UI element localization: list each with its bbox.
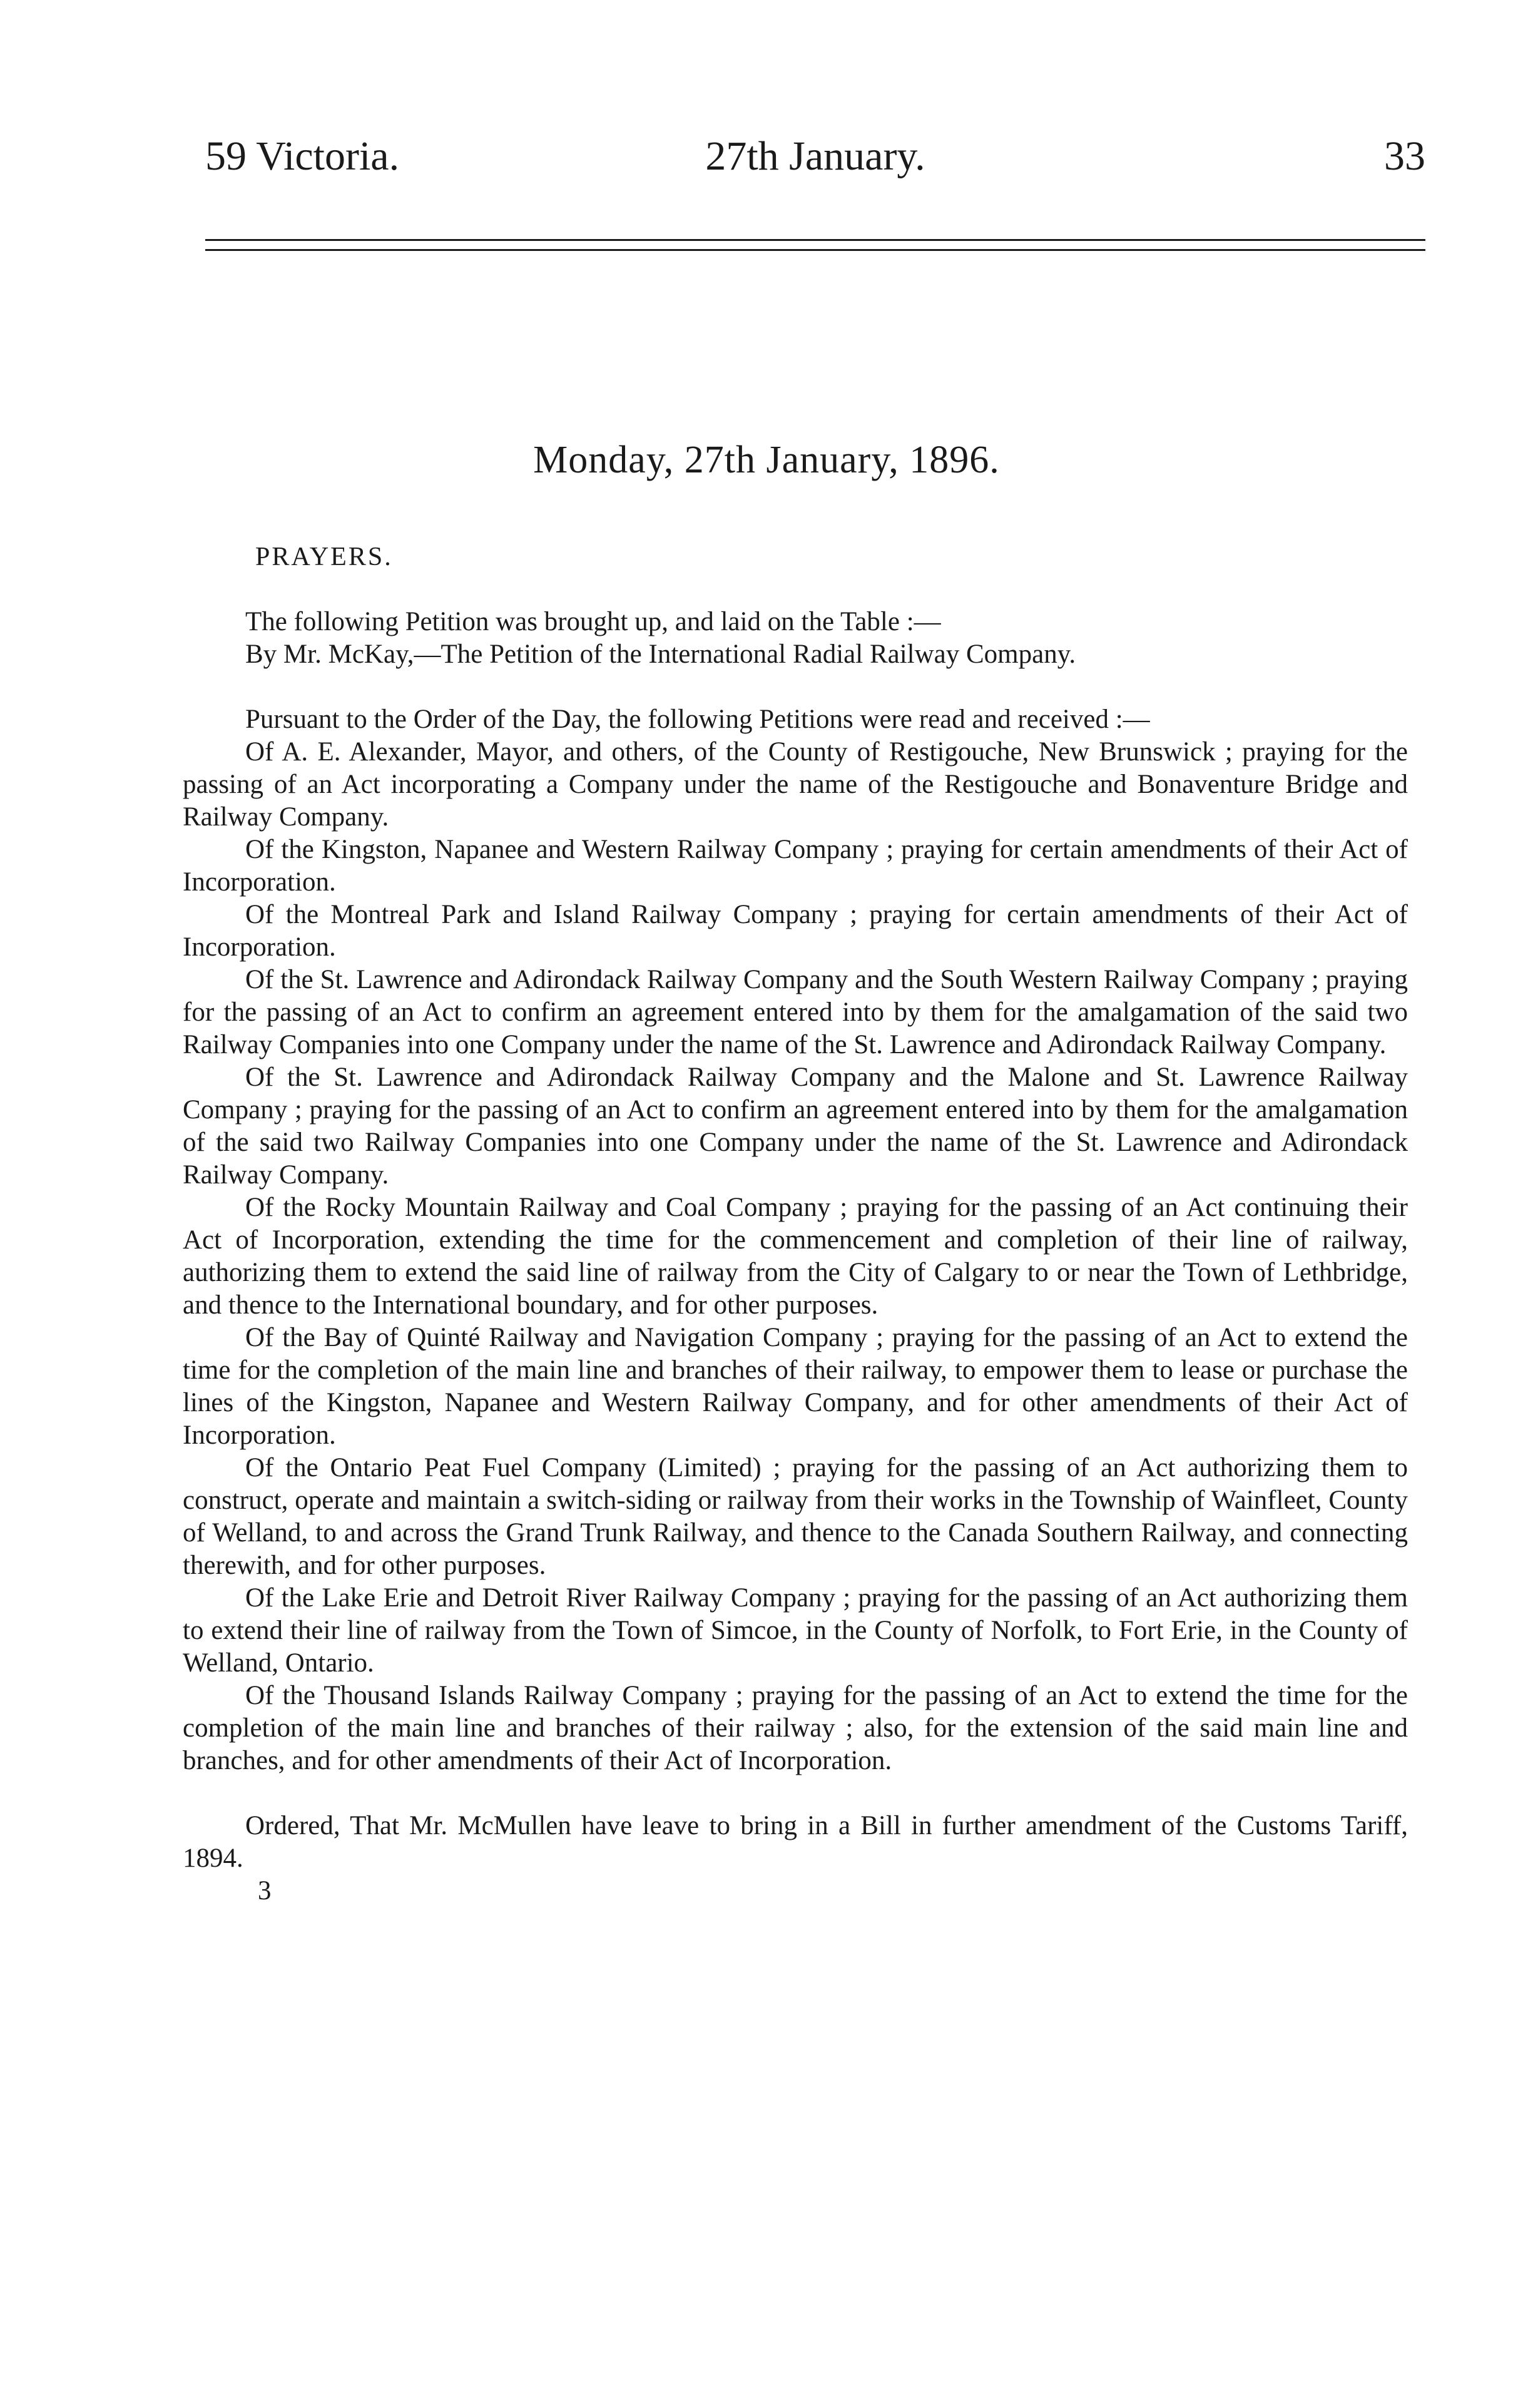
regnal-year: 59 Victoria. [205,133,400,179]
order-paragraph: Ordered, That Mr. McMullen have leave to bring in a Bill in further amendment of the Customs Tariff, 1894. [183,1811,1408,1873]
petition-item: Of the Ontario Peat Fuel Company (Limited) ; praying for the passing of an Act authorizing them to construct, operate and maintain a switch-siding or railway from their works in the Township of Wainfleet, County of Welland, to and across the Grand Trunk Railway, and thence to the Canada Southern Railway, and connecting therewith, and for other purposes. [183,1453,1408,1580]
petition-item: Of the Bay of Quinté Railway and Navigation Company ; praying for the passing of an Act to extend the time for the completion of the main line and branches of their railway, to empower them to lease or purchase the lines of the Kingston, Napanee and Western Railway Company, and for other amendments of their Act of Incorporation. [183,1323,1408,1450]
running-head [205,125,1425,188]
petition-item: Of the St. Lawrence and Adirondack Railway Company and the Malone and St. Lawrence Railway Company ; praying for the passing of an Act to confirm an agreement entered into by them for the amalgamation of the said two Railway Companies into one Company under the name of the St. Lawrence and Adirondack Railway Company. [183,1063,1408,1190]
petition-item: Of the St. Lawrence and Adirondack Railway Company and the South Western Railway Company ; praying for the passing of an Act to confirm an agreement entered into by them for the amalgamation of the said two Railway Companies into one Company under the name of the St. Lawrence and Adirondack Railway Company. [183,965,1408,1059]
petition-item: Of the Montreal Park and Island Railway Company ; praying for certain amendments of their Act of Incorporation. [183,900,1408,962]
sitting-date-heading: Monday, 27th January, 1896. [533,439,1000,481]
header-rule-top [205,239,1425,241]
prayers-heading: PRAYERS. [255,543,393,571]
petition-item: Of the Kingston, Napanee and Western Railway Company ; praying for certain amendments of their Act of Incorporation. [183,835,1408,897]
petitions-read-intro: Pursuant to the Order of the Day, the following Petitions were read and received :— [245,705,1150,734]
petition-item: Of A. E. Alexander, Mayor, and others, of the County of Restigouche, New Brunswick ; praying for the passing of an Act incorporating a Company under the name of the Restigouche and Bonaventure Bridge and Railway Company. [183,737,1408,832]
header-date: 27th January. [705,133,925,179]
header-rule-bottom [205,249,1425,251]
petition-intro: The following Petition was brought up, and laid on the Table :— [245,607,941,636]
page-number: 33 [1384,133,1425,179]
petition-item: Of the Lake Erie and Detroit River Railway Company ; praying for the passing of an Act authorizing them to extend their line of railway from the Town of Simcoe, in the County of Norfolk, to Fort Erie, in the County of Welland, Ontario. [183,1583,1408,1678]
petition-item: Of the Thousand Islands Railway Company ; praying for the passing of an Act to extend the time for the completion of the main line and branches of their railway ; also, for the extension of the said main line and branches, and for other amendments of their Act of Incorporation. [183,1681,1408,1775]
petition-item: Of the Rocky Mountain Railway and Coal Company ; praying for the passing of an Act continuing their Act of Incorporation, extending the time for the commencement and completion of their line of railway, authorizing them to extend the said line of railway from the City of Calgary to or near the Town of Lethbridge, and thence to the International boundary, and for other purposes. [183,1193,1408,1320]
petition-entry: By Mr. McKay,—The Petition of the International Radial Railway Company. [245,640,1076,669]
signature-mark: 3 [258,1876,272,1905]
journal-body [183,606,1408,1907]
